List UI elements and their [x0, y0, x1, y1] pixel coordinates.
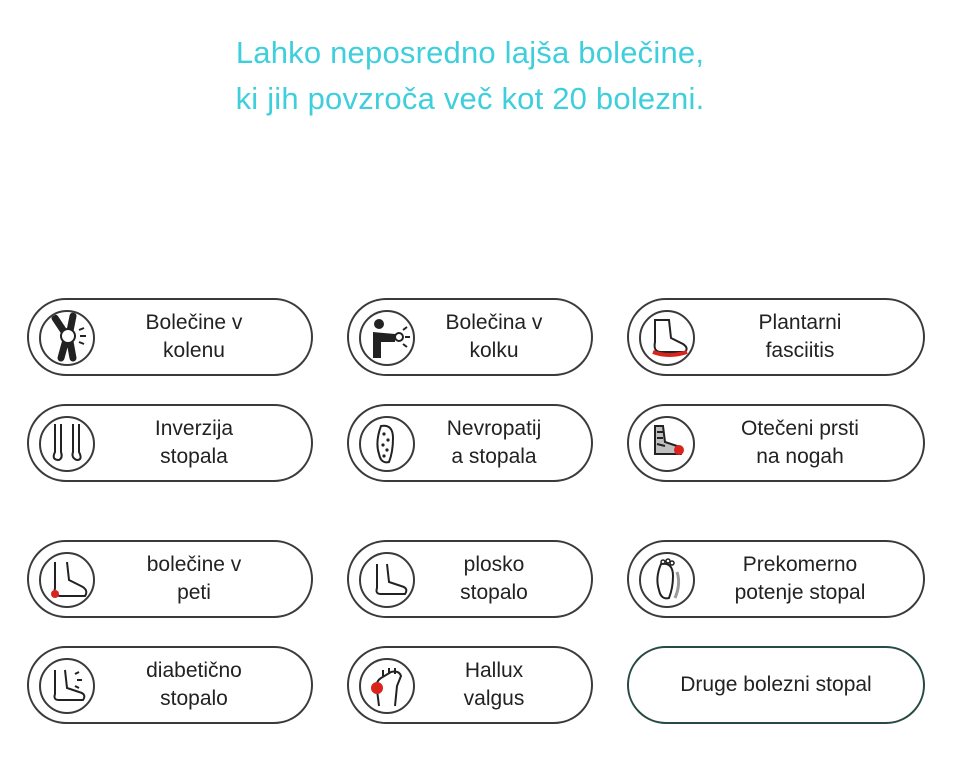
condition-heel-pain [27, 540, 313, 618]
condition-label: a stopala [451, 445, 537, 468]
condition-label: Bolečina v [445, 311, 543, 334]
condition-label: Prekomerno [742, 553, 858, 576]
hip-pain-icon [359, 310, 415, 366]
condition-swollen-toes [627, 404, 925, 482]
neuropathy-icon [359, 416, 415, 472]
condition-hip-pain [347, 298, 593, 376]
condition-label: stopalo [160, 687, 228, 710]
condition-knee-pain [27, 298, 313, 376]
headline [0, 30, 954, 122]
condition-label: potenje stopal [734, 581, 866, 604]
condition-label: plosko [463, 553, 525, 576]
condition-label: valgus [463, 687, 525, 710]
condition-label: na nogah [756, 445, 844, 468]
condition-flat-foot [347, 540, 593, 618]
condition-label: Inverzija [154, 417, 234, 440]
headline-line-2: ki jih povzroča več kot 20 bolezni. [235, 81, 705, 116]
condition-label: peti [177, 581, 211, 604]
condition-label: Otečeni prsti [741, 417, 859, 440]
knee-icon [39, 310, 95, 366]
other-foot-conditions [627, 646, 925, 724]
foot-inversion-icon [39, 416, 95, 472]
plantar-fasciitis-icon [639, 310, 695, 366]
swollen-toes-icon [639, 416, 695, 472]
condition-label: stopala [160, 445, 228, 468]
condition-diabetic-foot [27, 646, 313, 724]
diabetic-foot-icon [39, 658, 95, 714]
condition-foot-inversion [27, 404, 313, 482]
condition-hallux-valgus [347, 646, 593, 724]
headline-line-1: Lahko neposredno lajša bolečine, [235, 35, 705, 70]
condition-plantar-fasciitis [627, 298, 925, 376]
condition-sweaty-feet [627, 540, 925, 618]
condition-neuropathy [347, 404, 593, 482]
sweaty-feet-icon [639, 552, 695, 608]
condition-label: Bolečine v [145, 311, 243, 334]
condition-label: fasciitis [765, 339, 835, 362]
condition-label: Nevropatij [446, 417, 542, 440]
condition-label: bolečine v [146, 553, 242, 576]
condition-label: diabetično [146, 659, 242, 682]
flat-foot-icon [359, 552, 415, 608]
other-conditions-label: Druge bolezni stopal [680, 673, 872, 696]
condition-label: stopalo [460, 581, 528, 604]
hallux-valgus-icon [359, 658, 415, 714]
condition-label: Plantarni [758, 311, 842, 334]
condition-label: kolku [469, 339, 519, 362]
condition-label: Hallux [464, 659, 524, 682]
condition-label: kolenu [163, 339, 225, 362]
heel-pain-icon [39, 552, 95, 608]
